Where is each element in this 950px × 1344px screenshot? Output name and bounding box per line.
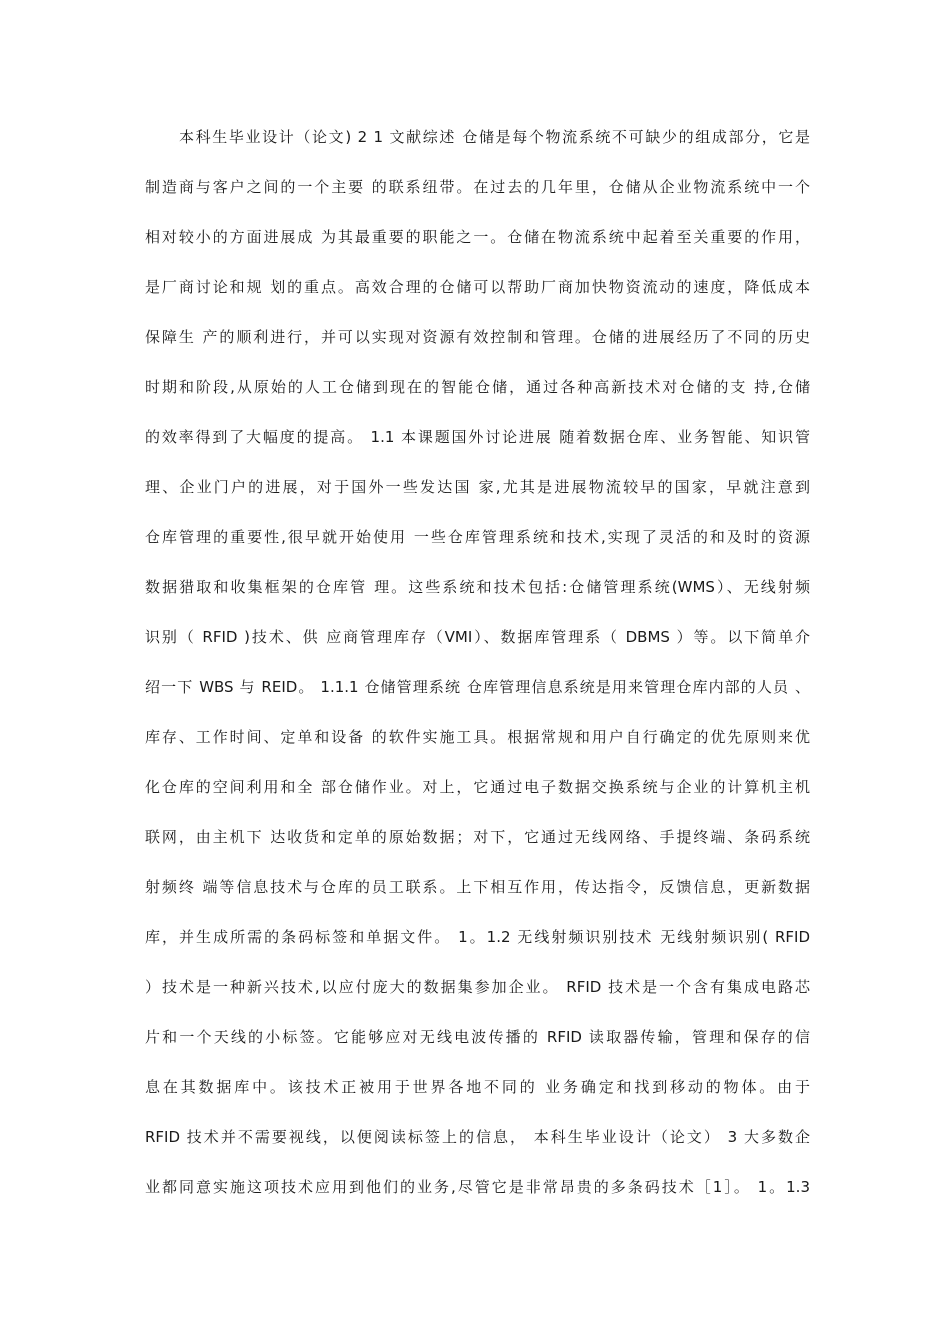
text-line: 的效率得到了大幅度的提高。 1.1 本课题国外讨论进展 随着数据仓库、业务智能、知识管 bbox=[145, 428, 810, 446]
body-text bbox=[145, 122, 810, 1222]
text-line: 绍一下 WBS 与 REID。 1.1.1 仓储管理系统 仓库管理信息系统是用来管理仓库内部的人员 、 bbox=[145, 678, 810, 696]
text-line: 是厂商讨论和规 划的重点。高效合理的仓储可以帮助厂商加快物资流动的速度，降低成本 bbox=[145, 278, 810, 296]
text-line: 制造商与客户之间的一个主要 的联系纽带。在过去的几年里，仓储从企业物流系统中一个 bbox=[145, 178, 810, 196]
text-line: 业都同意实施这项技术应用到他们的业务,尽管它是非常昂贵的多条码技术［1］。 1。1.3 bbox=[145, 1178, 810, 1196]
text-line: 时期和阶段,从原始的人工仓储到现在的智能仓储，通过各种高新技术对仓储的支 持,仓储 bbox=[145, 378, 810, 396]
text-line: 库，并生成所需的条码标签和单据文件。 1。1.2 无线射频识别技术 无线射频识别( RFID bbox=[145, 928, 810, 946]
text-line: 射频终 端等信息技术与仓库的员工联系。上下相互作用，传达指令，反馈信息，更新数据 bbox=[145, 878, 810, 896]
text-line: 化仓库的空间利用和全 部仓储作业。对上，它通过电子数据交换系统与企业的计算机主机 bbox=[145, 778, 810, 796]
text-line: 识别（ RFID )技术、供 应商管理库存（VMI）、数据库管理系（ DBMS ）等。以下简单介 bbox=[145, 628, 810, 646]
text-line: 片和一个天线的小标签。它能够应对无线电波传播的 RFID 读取器传输，管理和保存的信 bbox=[145, 1028, 810, 1046]
text-line: 息在其数据库中。该技术正被用于世界各地不同的 业务确定和找到移动的物体。由于 bbox=[145, 1078, 810, 1096]
text-line: 本科生毕业设计（论文) 2 1 文献综述 仓储是每个物流系统不可缺少的组成部分，它是 bbox=[179, 128, 810, 146]
text-line: 联网，由主机下 达收货和定单的原始数据；对下，它通过无线网络、手提终端、条码系统 bbox=[145, 828, 810, 846]
text-line: 理、企业门户的进展，对于国外一些发达国 家,尤其是进展物流较早的国家，早就注意到 bbox=[145, 478, 810, 496]
text-line: 相对较小的方面进展成 为其最重要的职能之一。仓储在物流系统中起着至关重要的作用， bbox=[145, 228, 810, 246]
text-line: 数据猎取和收集框架的仓库管 理。这些系统和技术包括:仓储管理系统(WMS）、无线射频 bbox=[145, 578, 810, 596]
text-line: ）技术是一种新兴技术,以应付庞大的数据集参加企业。 RFID 技术是一个含有集成电路芯 bbox=[145, 978, 810, 996]
text-line: RFID 技术并不需要视线，以便阅读标签上的信息， 本科生毕业设计（论文） 3 大多数企 bbox=[145, 1128, 810, 1146]
text-line: 仓库管理的重要性,很早就开始使用 一些仓库管理系统和技术,实现了灵活的和及时的资源 bbox=[145, 528, 810, 546]
text-line: 库存、工作时间、定单和设备 的软件实施工具。根据常规和用户自行确定的优先原则来优 bbox=[145, 728, 810, 746]
text-line: 保障生 产的顺利进行，并可以实现对资源有效控制和管理。仓储的进展经历了不同的历史 bbox=[145, 328, 810, 346]
